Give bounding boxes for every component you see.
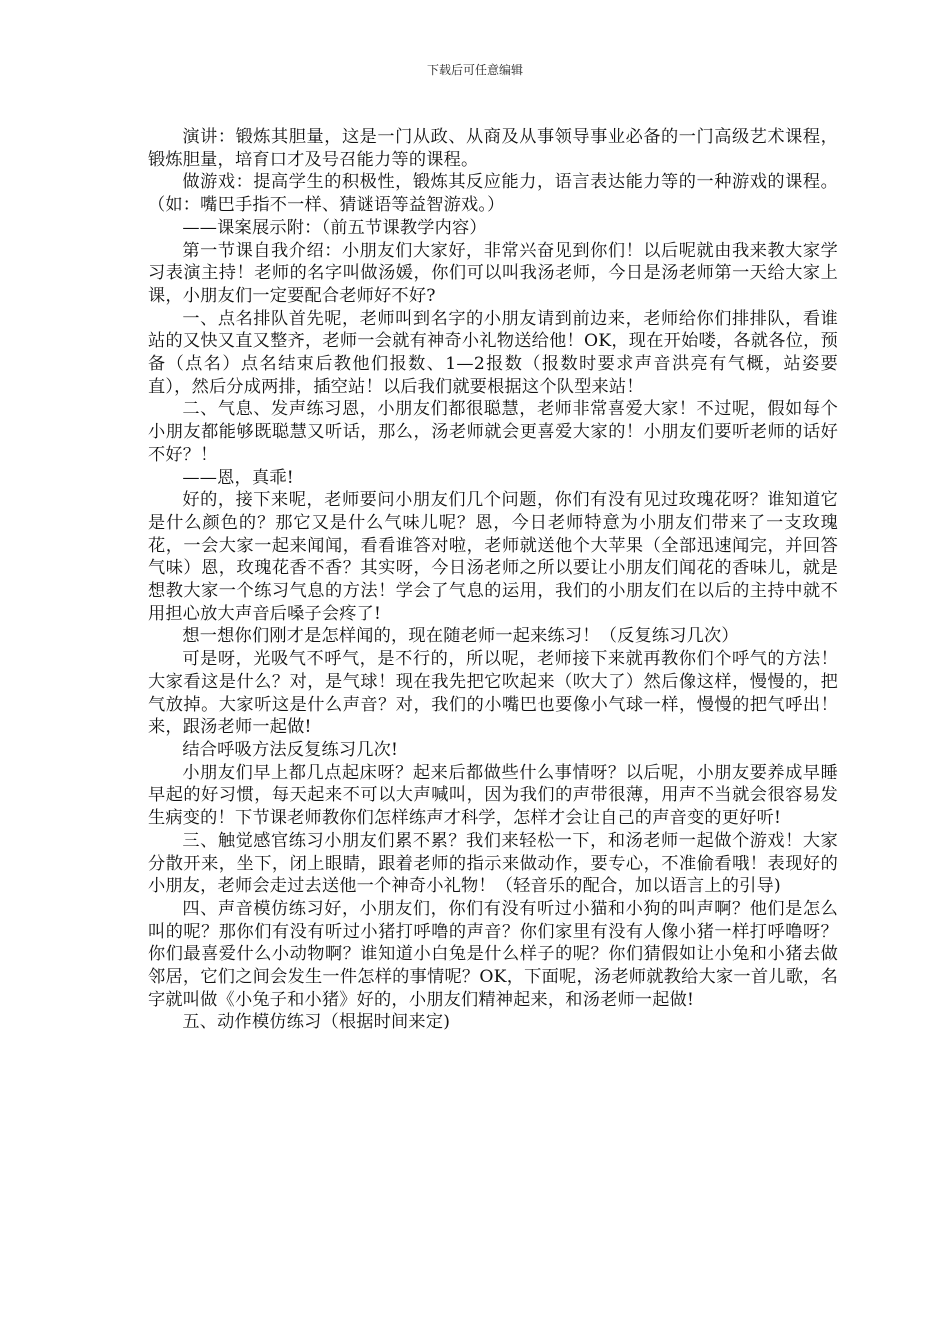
paragraph: 一、点名排队首先呢，老师叫到名字的小朋友请到前边来，老师给你们排排队，看谁站的又快又直又整齐，老师一会就有神奇小礼物送给他！OK，现在开始喽，各就各位，预备（点名）点名结束后教他们报数、1—2报数（报数时要求声音洪亮有气概，站姿要直），然后分成两排，插空站！以后我们就要根据这个队型来站！ — [148, 308, 838, 397]
paragraph: ——课案展示附：（前五节课教学内容） — [182, 217, 487, 238]
paragraph: ——恩，真乖! — [182, 467, 294, 488]
paragraph: 第一节课自我介绍：小朋友们大家好，非常兴奋见到你们！以后呢就由我来教大家学习表演主持！老师的名字叫做汤媛，你们可以叫我汤老师，今日是汤老师第一天给大家上课，小朋友们一定要配合老师好不好? — [148, 240, 838, 306]
paragraph: 想一想你们刚才是怎样闻的，现在随老师一起来练习！（反复练习几次） — [182, 626, 739, 647]
paragraph: 好的，接下来呢，老师要问小朋友们几个问题，你们有没有见过玫瑰花呀？谁知道它是什么颜色的？那它又是什么气味儿呢？恩，今日老师特意为小朋友们带来了一支玫瑰花，一会大家一起来闻闻，看看谁答对啦，老师就送他个大苹果（全部迅速闻完，并回答气味）恩，玫瑰花香不香？其实呀，今日汤老师之所以要让小朋友们闻花的香味儿，就是想教大家一个练习气息的方法！学会了气息的运用，我们的小朋友们在以后的主持中就不用担心放大声音后嗓子会疼了! — [148, 490, 838, 624]
paragraph: 三、触觉感官练习小朋友们累不累？我们来轻松一下，和汤老师一起做个游戏！大家分散开来，坐下，闭上眼睛，跟着老师的指示来做动作，要专心，不准偷看哦！表现好的小朋友，老师会走过去送他一个神奇小礼物！（轻音乐的配合，加以语言上的引导) — [148, 830, 838, 897]
paragraph: 五、动作模仿练习（根据时间来定) — [182, 1012, 451, 1033]
document-body — [148, 126, 838, 1034]
paragraph: 四、声音模仿练习好，小朋友们，你们有没有听过小猫和小狗的叫声啊？他们是怎么叫的呢？那你们有没有听过小猪打呼噜的声音？你们家里有没有人像小猪一样打呼噜呀？你们最喜爱什么小动物啊？谁知道小白兔是什么样子的呢？你们猜假如让小兔和小猪去做邻居，它们之间会发生一件怎样的事情呢？OK，下面呢，汤老师就教给大家一首儿歌，名字就叫做《小兔子和小猪》好的，小朋友们精神起来，和汤老师一起做! — [148, 898, 838, 1010]
page-header: 下载后可任意编辑 — [426, 63, 523, 77]
paragraph: 结合呼吸方法反复练习几次! — [182, 739, 399, 760]
paragraph: 可是呀，光吸气不呼气，是不行的，所以呢，老师接下来就再教你们个呼气的方法！大家看这是什么？对，是气球！现在我先把它吹起来（吹大了）然后像这样，慢慢的，把气放掉。大家听这是什么声音？对，我们的小嘴巴也要像小气球一样，慢慢的把气呼出！来，跟汤老师一起做! — [148, 649, 838, 738]
paragraph: 二、气息、发声练习恩，小朋友们都很聪慧，老师非常喜爱大家！不过呢，假如每个小朋友都能够既聪慧又听话，那么，汤老师就会更喜爱大家的！小朋友们要听老师的话好不好？！ — [148, 399, 838, 465]
paragraph: 小朋友们早上都几点起床呀？起来后都做些什么事情呀？以后呢，小朋友要养成早睡早起的好习惯，每天起来不可以大声喊叫，因为我们的声带很薄，用声不当就会很容易发生病变的！下节课老师教你们怎样练声才科学，怎样才会让自己的声音变的更好听! — [148, 762, 838, 829]
paragraph: 做游戏：提高学生的积极性，锻炼其反应能力，语言表达能力等的一种游戏的课程。（如：嘴巴手指不一样、猜谜语等益智游戏。） — [148, 172, 838, 216]
paragraph: 演讲：锻炼其胆量，这是一门从政、从商及从事领导事业必备的一门高级艺术课程，锻炼胆量，培育口才及号召能力等的课程。 — [148, 127, 838, 170]
